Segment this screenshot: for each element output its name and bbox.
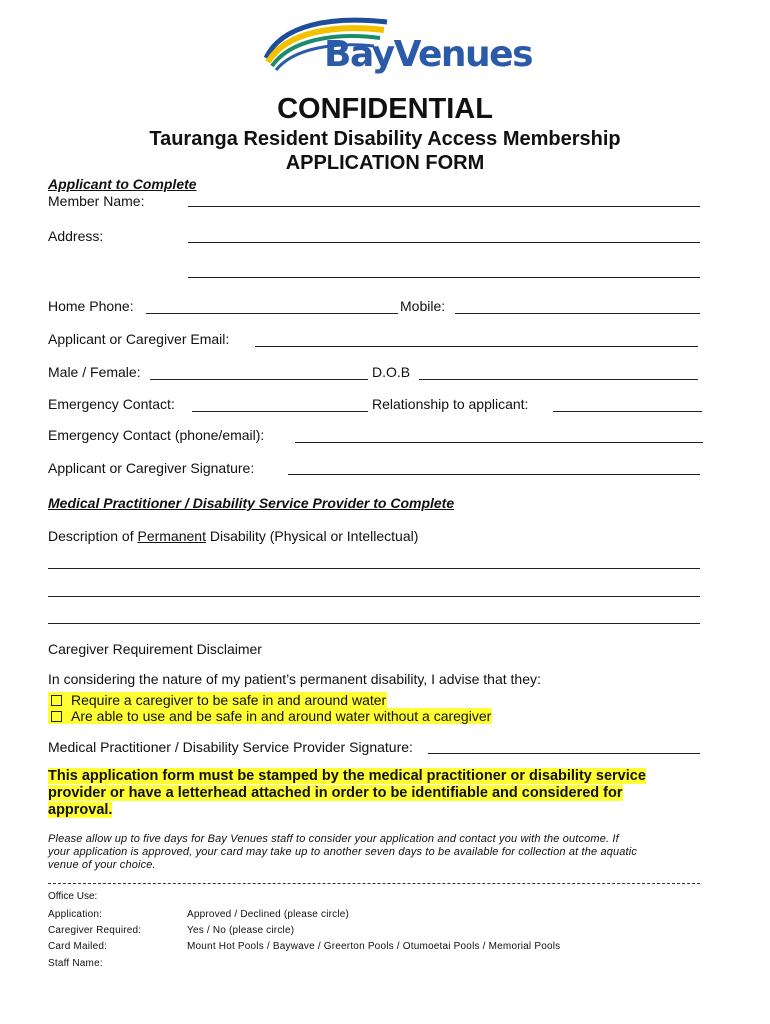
office-use-divider <box>48 883 700 884</box>
option-require-caregiver-label: Require a caregiver to be safe in and around water <box>71 692 387 708</box>
relationship-label: Relationship to applicant: <box>372 396 529 412</box>
stamp-notice-line3: approval. <box>48 802 113 818</box>
office-use-title: Office Use: <box>48 891 98 902</box>
address-field-line1[interactable] <box>188 242 700 243</box>
processing-notice-line1: Please allow up to five days for Bay Venues staff to consider your application and contact you with the outcome. If <box>48 833 619 845</box>
stamp-notice <box>48 768 646 819</box>
bayvenues-logo <box>262 14 533 84</box>
dob-label: D.O.B <box>372 364 411 380</box>
emergency-contact-label: Emergency Contact: <box>48 396 175 412</box>
option-require-caregiver[interactable] <box>48 692 387 708</box>
emergency-contact-field[interactable] <box>192 411 368 412</box>
office-row-label: Card Mailed: <box>48 941 108 952</box>
office-row-label: Staff Name: <box>48 958 103 969</box>
description-field-line1[interactable] <box>48 568 700 569</box>
processing-notice-line2: your application is approved, your card may take up to another seven days to be available for collection at the aquatic <box>48 846 637 858</box>
mobile-field[interactable] <box>455 313 700 314</box>
medical-signature-field[interactable] <box>428 753 700 754</box>
disability-description-label <box>48 528 418 544</box>
emergency-phone-field[interactable] <box>295 442 703 443</box>
relationship-field[interactable] <box>553 411 702 412</box>
applicant-signature-label: Applicant or Caregiver Signature: <box>48 460 255 476</box>
medical-signature-label: Medical Practitioner / Disability Service Provider Signature: <box>48 739 413 755</box>
office-row-application-value: Approved / Declined (please circle) <box>187 909 350 920</box>
description-prefix: Description of <box>48 528 138 544</box>
address-field-line2[interactable] <box>188 277 700 278</box>
checkbox-require-caregiver[interactable] <box>51 695 62 706</box>
mobile-label: Mobile: <box>400 298 446 314</box>
member-name-field[interactable] <box>188 206 700 207</box>
option-no-caregiver[interactable] <box>48 708 492 724</box>
option-no-caregiver-label: Are able to use and be safe in and around water without a caregiver <box>71 708 492 724</box>
office-row-application <box>48 909 102 920</box>
description-suffix: Disability (Physical or Intellectual) <box>205 528 419 544</box>
email-label: Applicant or Caregiver Email: <box>48 331 230 347</box>
form-title-line1: Tauranga Resident Disability Access Membership <box>149 128 621 150</box>
office-row-card-mailed-value: Mount Hot Pools / Baywave / Greerton Pools / Otumoetai Pools / Memorial Pools <box>187 941 561 952</box>
advise-text: In considering the nature of my patient’s permanent disability, I advise that they: <box>48 671 541 687</box>
emergency-phone-label: Emergency Contact (phone/email): <box>48 427 265 443</box>
checkbox-no-caregiver[interactable] <box>51 711 62 722</box>
office-row-caregiver <box>48 925 141 936</box>
office-row-caregiver-value: Yes / No (please circle) <box>187 925 295 936</box>
confidential-heading: CONFIDENTIAL <box>277 93 493 125</box>
email-field[interactable] <box>255 346 698 347</box>
logo-text: BayVenues <box>324 34 533 75</box>
gender-label: Male / Female: <box>48 364 141 380</box>
description-field-line3[interactable] <box>48 623 700 624</box>
home-phone-field[interactable] <box>146 313 398 314</box>
member-name-label: Member Name: <box>48 193 145 209</box>
processing-notice-line3: venue of your choice. <box>48 859 156 871</box>
option-require-caregiver-highlight <box>48 692 387 708</box>
home-phone-label: Home Phone: <box>48 298 134 314</box>
stamp-notice-line1: This application form must be stamped by the medical practitioner or disability service <box>48 768 646 784</box>
medical-section-heading: Medical Practitioner / Disability Service Provider to Complete <box>48 495 455 511</box>
option-no-caregiver-highlight <box>48 708 492 724</box>
office-row-label: Application: <box>48 909 103 920</box>
form-title-line2: APPLICATION FORM <box>285 152 485 174</box>
processing-notice <box>48 833 637 872</box>
stamp-notice-line2: provider or have a letterhead attached in order to be identifiable and considered for <box>48 785 623 801</box>
applicant-signature-field[interactable] <box>288 474 700 475</box>
applicant-section-heading: Applicant to Complete <box>48 176 197 192</box>
gender-field[interactable] <box>150 379 368 380</box>
office-row-staff-name <box>48 958 103 969</box>
office-row-label: Caregiver Required: <box>48 925 142 936</box>
dob-field[interactable] <box>419 379 698 380</box>
office-row-card-mailed <box>48 941 107 952</box>
description-field-line2[interactable] <box>48 596 700 597</box>
description-permanent: Permanent <box>137 528 206 544</box>
disclaimer-title: Caregiver Requirement Disclaimer <box>48 641 262 657</box>
address-label: Address: <box>48 228 104 244</box>
